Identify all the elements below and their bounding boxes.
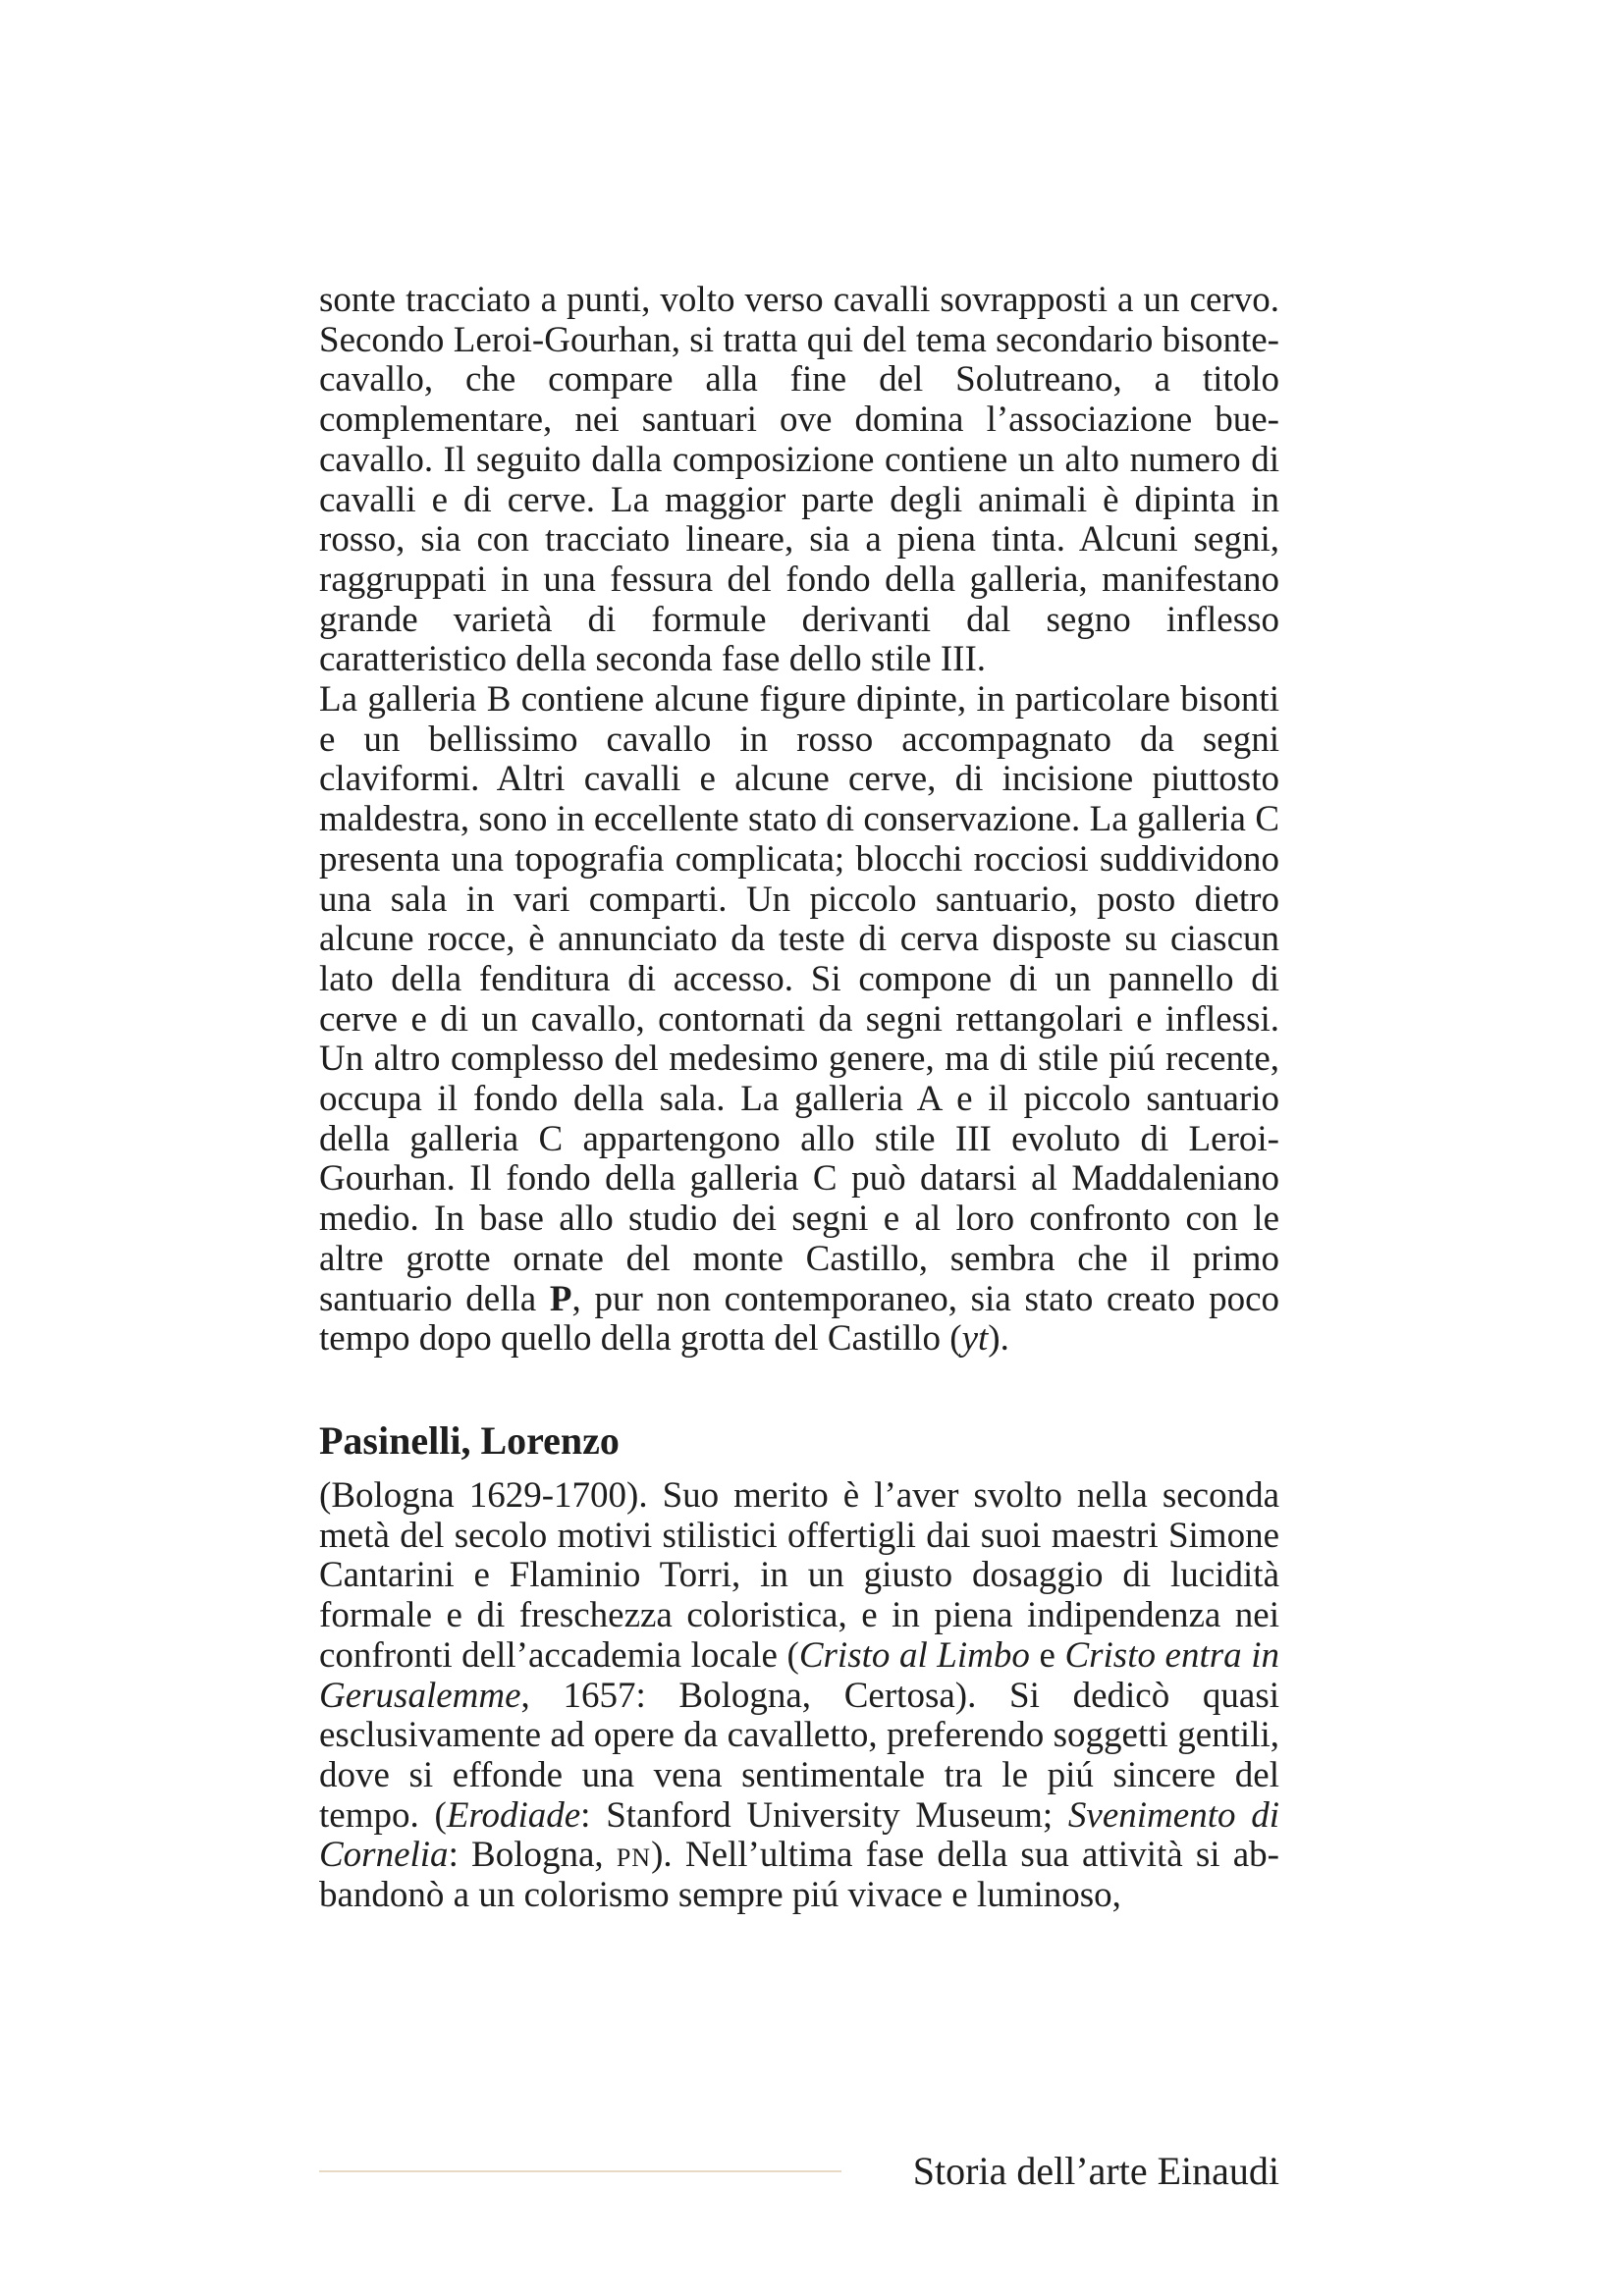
- author-initials: yt: [961, 1318, 989, 1360]
- paragraph-text: La galleria B contiene alcune figure dipinte, in particolare bisonti e un bellissimo cavallo in rosso accompagnato da segni claviformi. Altri cavalli e alcune cerve, di incisione piuttosto maldestra, sono in eccellente stato di conservazione. La galleria C presenta una topografia complicata; blocchi rocciosi suddividono una sala in vari comparti. Un piccolo santuario, posto dietro alcune rocce, è annunciato da teste di cerva disposte su ciascun lato della fenditura di accesso. Si compone di un pannello di cerve e di un cavallo, contornati da segni rettangolari e inflessi. Un altro complesso del medesimo genere, ma di stile piú recente, occupa il fondo della sala. La galleria A e il piccolo santuario della galleria C appartengono allo stile III evoluto di Leroi-Gourhan. Il fondo della galleria C può datarsi al Maddaleniano medio. In base allo studio dei segni e al loro confronto con le altre grotte ornate del monte Castillo, sembra che il primo santuario della: [319, 679, 1279, 1319]
- artwork-title: Cristo al Limbo: [798, 1634, 1030, 1676]
- paragraph-text: ).: [988, 1318, 1009, 1360]
- entry-text: : Stanford University Museum;: [580, 1794, 1068, 1836]
- artwork-title: Svenimento di Cornelia: [319, 1794, 1280, 1876]
- museum-abbreviation: pn: [616, 1835, 652, 1876]
- entry-text: : Bologna,: [448, 1835, 617, 1876]
- bold-abbreviation: P: [549, 1278, 572, 1319]
- entry-heading: Pasinelli, Lorenzo: [319, 1417, 620, 1463]
- paragraph-text: sonte tracciato a punti, volto verso cavalli sovrapposti a un cervo. Secondo Leroi-Gourhan, si tratta qui del tema secondario bisonte-cavallo, che compare alla fine del Solutreano, a titolo complementare, nei santuari ove domina l’associazione bue-cavallo. Il seguito dalla composizione contiene un alto numero di cavalli e di cerve. La maggior parte degli animali è dipinta in rosso, sia con tracciato lineare, sia a piena tinta. Alcuni segni, raggruppati in una fessura del fondo della galleria, manifestano grande varietà di formule derivanti dal segno inflesso caratteristico della seconda fase dello stile III.: [319, 280, 1279, 680]
- footer-title: Storia dell’arte Einaudi: [912, 2149, 1279, 2193]
- paragraph-cave-continuation: [319, 281, 1279, 680]
- paragraph-text: , pur non contemporaneo, sia stato creato poco tempo dopo quello della grotta del Castillo (: [319, 1278, 1279, 1360]
- entry-text: (Bologna 1629-1700). Suo merito è l’aver svolto nella seconda metà del secolo motivi stilistici offertigli dai suoi maestri Simone Cantarini e Flaminio Torri, in un giusto dosaggio di lucidità formale e di freschezza coloristica, e in piena indipendenza nei confronti dell’accademia locale (: [319, 1474, 1279, 1676]
- footer-rule: [319, 2170, 841, 2172]
- entry-text: e: [1029, 1634, 1065, 1676]
- entry-body: [319, 1476, 1279, 1916]
- artwork-title: Cristo entra in Gerusalemme: [319, 1634, 1279, 1716]
- paragraph-galleries: [319, 680, 1279, 1360]
- main-text-column: [319, 281, 1279, 1916]
- entry-text: ). Nell’ultima fase della sua attività si abbandonò a un colorismo sempre piú vivace e luminoso,: [319, 1835, 1279, 1916]
- artwork-title: Erodiade: [446, 1794, 581, 1836]
- entry-text: , 1657: Bologna, Certosa). Si dedicò quasi esclusivamente ad opere da cavalletto, preferendo soggetti gentili, dove si effonde una vena sentimentale tra le piú sincere del tempo. (: [319, 1675, 1279, 1836]
